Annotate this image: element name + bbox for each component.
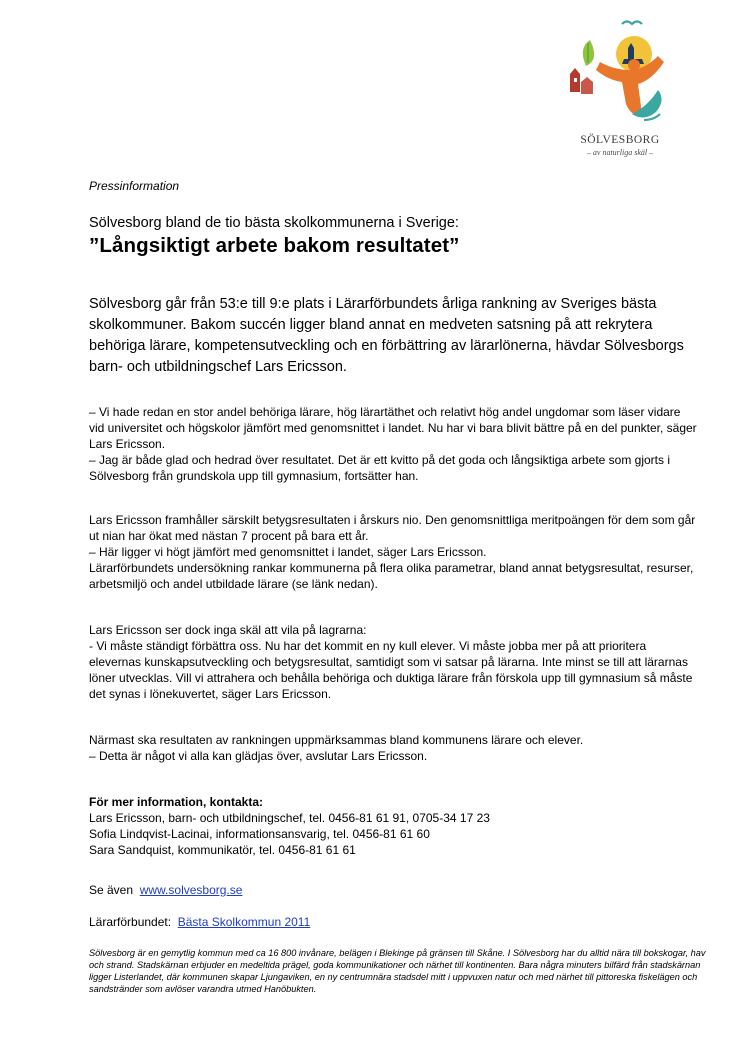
paragraph: – Detta är något vi alla kan glädjas över, avslutar Lars Ericsson. [89,749,428,763]
logo-emblem-icon [560,18,680,133]
basta-skolkommun-link[interactable]: Bästa Skolkommun 2011 [177,915,311,929]
logo-wordmark: SÖLVESBORG [580,134,660,146]
press-label: Pressinformation [89,179,180,193]
contact-block [89,794,699,858]
solvesborg-logo [560,18,680,168]
paragraph: Närmast ska resultaten av rankningen uppmärksammas bland kommunens lärare och elever. [89,733,584,747]
future-block [89,622,699,702]
contact-line: Lars Ericsson, barn- och utbildningschef, tel. 0456-81 61 91, 0705-34 17 23 [89,811,490,825]
union-link-line [89,914,699,930]
contact-line: Sara Sandquist, kommunikatör, tel. 0456-81 61 61 [89,843,356,857]
closing-block [89,732,699,764]
kicker: Sölvesborg bland de tio bästa skolkommunerna i Sverige: [89,215,459,231]
lede-paragraph: Sölvesborg går från 53:e till 9:e plats i Lärarförbundets årliga rankning av Sveriges bästa skolkommuner. Bakom succén ligger bland annat en medveten satsning på att rekrytera behöriga lärare, kompetensutveckling och en förbättring av lärarlönerna, hävdar Sölvesborgs barn- och utbildningschef Lars Ericsson. [89,296,684,375]
union-label: Lärarförbundet: [89,915,172,929]
paragraph: – Vi hade redan en stor andel behöriga lärare, hög lärartäthet och relativt hög andel ungdomar som läser vidare vid universitet och högskolor jämfört med genomsnittet i landet. Nu har vi bara blivit bättre på en del punkter, säger Lars Ericsson. [89,405,697,451]
paragraph: – Jag är både glad och hedrad över resultatet. Det är ett kvitto på det goda och långsiktiga arbete som gjorts i Sölvesborg från grundskola upp till gymnasium, fortsätter han. [89,453,671,483]
quote-block-1 [89,404,699,484]
paragraph: Lärarförbundets undersökning rankar kommunerna på flera olika parametrar, bland annat betygsresultat, resurser, arbetsmiljö och andel utbildade lärare (se länk nedan). [89,561,694,591]
paragraph: – Här ligger vi högt jämfört med genomsnittet i landet, säger Lars Ericsson. [89,545,487,559]
see-also-label: Se även [89,883,134,897]
footer-boilerplate: Sölvesborg är en gemytlig kommun med ca 16 800 invånare, belägen i Blekinge på gränsen till Skåne. I Sölvesborg har du alltid nära till bokskogar, hav och strand. Stadskärnan erbjuder en medeltida prägel, goda kommunikationer och närhet till kontinenten. Bara några minuters bilfärd från stadskärnan ligger Listerlandet, där kommunen skapar Ljungaviken, en ny centrumnära stadsdel mitt i uppvuxen natur och med närhet till pittoreska fiskelägen och sandstränder som avlöser varandra utmed Hanöbukten. [89,948,706,994]
see-also [89,882,699,898]
paragraph: Lars Ericsson framhåller särskilt betygsresultaten i årskurs nio. Den genomsnittliga meritpoängen för dem som går ut nian har ökat med nästan 7 procent på bara ett år. [89,513,696,543]
paragraph: Lars Ericsson ser dock inga skäl att vila på lagrarna: [89,623,367,637]
paragraph: - Vi måste ständigt förbättra oss. Nu har det kommit en ny kull elever. Vi måste jobba mer på att prioritera elevernas kunskapsutveckling och betygsresultat, samtidigt som vi satsar på lärarna. Inte minst se till att lärarnas löner utvecklas. Vill vi attrahera och behålla behöriga och duktiga lärare från förskola upp till gymnasium så måste det synas i lönekuvertet, säger Lars Ericsson. [89,639,693,701]
logo-tagline: – av naturliga skäl – [586,148,654,157]
contact-line: Sofia Lindqvist-Lacinai, informationsansvarig, tel. 0456-81 61 60 [89,827,430,841]
contact-heading: För mer information, kontakta: [89,795,264,809]
headline: ”Långsiktigt arbete bakom resultatet” [89,234,460,257]
results-block [89,512,699,592]
website-link[interactable]: www.solvesborg.se [139,883,243,897]
